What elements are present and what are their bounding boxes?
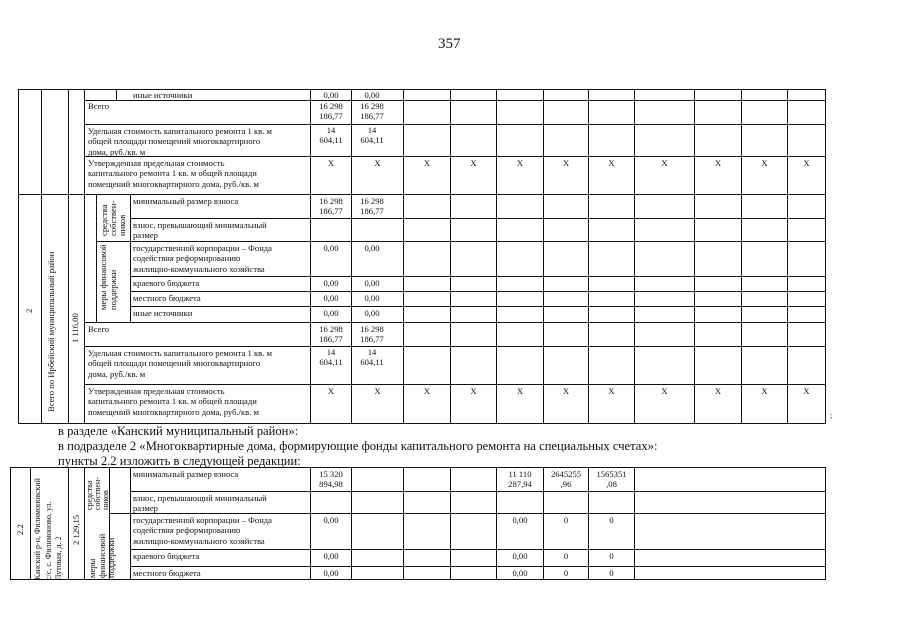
item-number: 2.2 xyxy=(15,524,25,535)
cell-value: 0 xyxy=(563,515,569,525)
row-label-udel: Удельная стоимость капитального ремонта 1 кв. м общей площади помещений многоквартирного дома, руб./кв. м xyxy=(88,126,272,157)
x-mark: X xyxy=(803,158,810,168)
cell-value: 0,00 xyxy=(512,568,528,578)
cell-value: 0,00 xyxy=(323,243,339,253)
x-mark: X xyxy=(516,386,524,396)
row-label-udel2: Удельная стоимость капитального ремонта 1 кв. м общей площади помещений многоквартирного дома, руб./кв. м xyxy=(88,348,272,379)
address-label: Канский р-н, Филимоновский с/с, с. Филимоново, ул. Лутовая, д. 2 xyxy=(33,478,63,580)
row-label-kray: краевого бюджета xyxy=(133,551,200,561)
x-mark: X xyxy=(714,386,722,396)
x-mark: X xyxy=(714,158,722,168)
paragraph-line-3: пункты 2.2 изложить в следующей редакции: xyxy=(58,454,301,468)
cell-value: 16 298 186,77 xyxy=(360,101,384,122)
owner-funds-label: средства собствен- ников xyxy=(99,200,127,236)
cell-value: 16 298 186,77 xyxy=(319,196,343,217)
cell-value: 14 604,11 xyxy=(319,125,343,146)
x-mark: X xyxy=(608,386,615,396)
page-number: 357 xyxy=(438,36,461,52)
x-mark: X xyxy=(327,386,335,396)
row-label-gk: государственной корпорации – Фонда содействия реформированию жилищно-коммунального хозяйства xyxy=(133,515,272,546)
paragraph-line-1: в разделе «Канский муниципальный район»: xyxy=(58,424,299,438)
row-label-kray: краевого бюджета xyxy=(133,278,200,288)
row-label-min: минимальный размер взноса xyxy=(133,469,239,479)
x-mark: X xyxy=(803,386,810,396)
cell-value: 0,00 xyxy=(512,515,528,525)
cell-value: 0,00 xyxy=(323,568,339,578)
x-mark: X xyxy=(374,386,381,396)
cell-value: 14 604,11 xyxy=(319,347,343,368)
cell-value: 15 320 894,98 xyxy=(319,469,343,490)
x-mark: X xyxy=(516,158,524,168)
cell-value: 0,00 xyxy=(323,308,339,318)
cell-value: 16 298 186,77 xyxy=(360,196,384,217)
x-mark: X xyxy=(608,158,615,168)
x-mark: X xyxy=(423,158,431,168)
row-label-vsego: Всего xyxy=(88,101,110,111)
cell-value: 0,00 xyxy=(323,551,339,561)
financial-support-label: меры финансовой поддержки xyxy=(98,244,118,310)
x-mark: X xyxy=(423,386,431,396)
x-mark: X xyxy=(661,158,668,168)
row-label-vznos: взнос, превышающий минимальный размер xyxy=(133,220,267,241)
financial-support-label: меры финансовой поддержки xyxy=(87,533,116,578)
district-label: Всего по Ирбейский муниципальный район xyxy=(46,251,56,412)
cell-value: 0 xyxy=(563,568,569,578)
cell-value: 0 xyxy=(609,568,614,578)
row-label-vsego2: Всего xyxy=(88,324,110,334)
cell-value: 0,00 xyxy=(364,90,380,100)
cell-value: 16 298 186,77 xyxy=(319,324,343,345)
area-value: 2 129,15 xyxy=(71,514,81,545)
cell-value: 1565351 ,08 xyxy=(596,469,627,490)
x-mark: X xyxy=(374,158,381,168)
cell-value: 0,00 xyxy=(364,293,380,303)
row-label-gk: государственной корпорации – Фонда содействия реформированию жилищно-коммунального хозяйства xyxy=(133,243,272,274)
owner-funds-label: средства собствен- ников xyxy=(85,477,110,510)
cell-value: 0,00 xyxy=(364,308,380,318)
cell-value: 0,00 xyxy=(323,90,339,100)
cell-value: 0 xyxy=(563,551,569,561)
x-mark: X xyxy=(761,158,768,168)
cell-value: 16 298 186,77 xyxy=(360,324,384,345)
row-number: 2 xyxy=(24,308,34,313)
cell-value: 0,00 xyxy=(364,243,380,253)
row-label-utv: Утвержденная предельная стоимость капитального ремонта 1 кв. м общей площади помещений многоквартирного дома, руб./кв. м xyxy=(88,158,259,189)
cell-value: 0,00 xyxy=(323,293,339,303)
cell-value: 14 604,11 xyxy=(360,347,384,368)
x-mark: X xyxy=(661,386,668,396)
row-label-vznos: взнос, превышающий минимальный размер xyxy=(133,493,267,514)
paragraph-line-2: в подразделе 2 «Многоквартирные дома, формирующие фонды капитального ремонта на специальных счетах»: xyxy=(58,439,658,453)
cell-value: 0,00 xyxy=(323,515,339,525)
area-value: 1 116,00 xyxy=(70,313,80,343)
x-mark: X xyxy=(562,386,570,396)
x-mark: X xyxy=(470,386,477,396)
cell-value: 0 xyxy=(609,515,614,525)
row-label-utv2: Утвержденная предельная стоимость капитального ремонта 1 кв. м общей площади помещений многоквартирного дома, руб./кв. м xyxy=(88,386,259,417)
cell-value: 2645255 ,96 xyxy=(550,469,582,490)
x-mark: X xyxy=(470,158,477,168)
row-label-mest: местного бюджета xyxy=(133,568,201,578)
row-label-mest: местного бюджета xyxy=(133,293,201,303)
cell-value: 14 604,11 xyxy=(360,125,384,146)
row-label-inye2: иные источники xyxy=(133,308,193,318)
row-label-min: минимальный размер взноса xyxy=(133,196,239,206)
cell-value: 0,00 xyxy=(512,551,528,561)
cell-value: 0,00 xyxy=(364,278,380,288)
cell-value: 11 110 287,94 xyxy=(508,469,532,490)
row-label-inye: иные источники xyxy=(133,90,193,100)
trailing-semicolon: ; xyxy=(830,411,833,420)
x-mark: X xyxy=(327,158,335,168)
cell-value: 0,00 xyxy=(323,278,339,288)
cell-value: 16 298 186,77 xyxy=(319,101,343,122)
cell-value: 0 xyxy=(609,551,614,561)
x-mark: X xyxy=(562,158,570,168)
x-mark: X xyxy=(761,386,768,396)
